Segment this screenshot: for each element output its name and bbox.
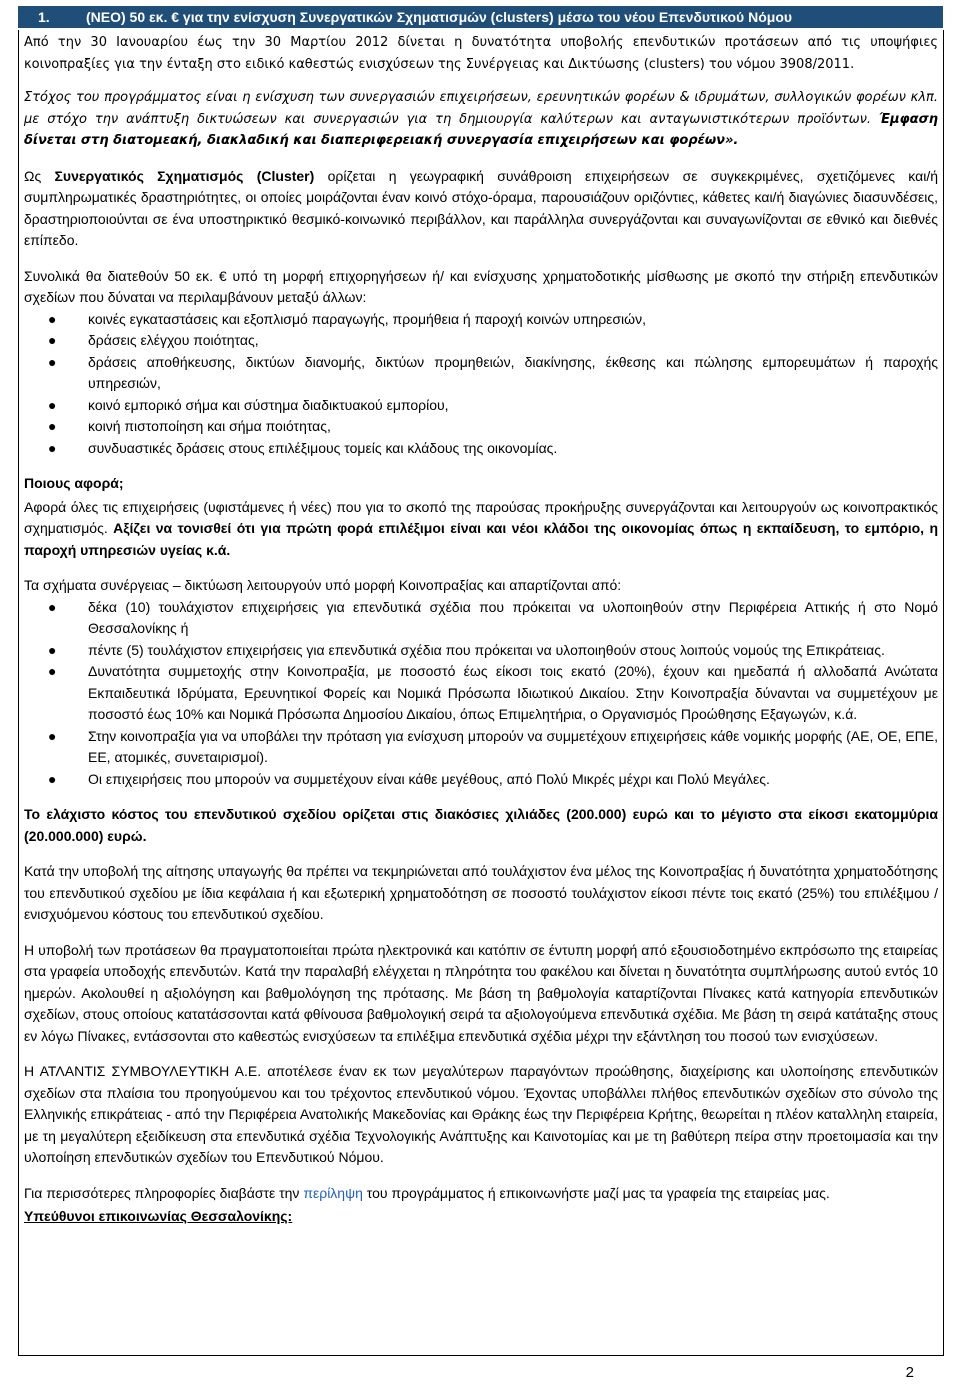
submission-paragraph: Η υποβολή των προτάσεων θα πραγματοποιείται πρώτα ηλεκτρονικά και κατόπιν σε έντυπη μορφή από εξουσιοδοτημένο εκπρόσωπο της εταιρείας στα γραφεία υποδοχής επενδυτών. Κατά την παραλαβή ελέγχεται η πληρότητα του φακέλου και δίνεται η δυνατότητα συμπλήρωσης αυτού εντός 10 ημερών. Ακολουθεί η αξιολόγηση και βαθμολόγηση της πρότασης. Με βάση τη βαθμολογία καταρτίζονται Πίνακες κατά κατηγορία επενδυτικών σχεδίων, στους οποίους κατατάσσονται κατά φθίνουσα βαθμολογική σειρά τα αξιολογούμενα επενδυτικά σχέδια. Με βάση τη σειρά κατάταξης στους εν λόγω Πίνακες, εντάσσονται στο καθεστώς ενισχύσεων τα επιλέξιμα επενδυτικά σχέδια μέχρι την εξάντληση του ποσού των ενισχύσεων. — [24, 941, 938, 1044]
list-item: ● κοινό εμπορικό σήμα και σύστημα διαδικτυακού εμπορίου, — [24, 395, 938, 417]
who-paragraph — [24, 497, 938, 562]
summary-link[interactable]: περίληψη — [303, 1184, 363, 1201]
funding-paragraph: Συνολικά θα διατεθούν 50 εκ. € υπό τη μορφή επιχορηγήσεων ή/ και ενίσχυσης χρηματοδοτικής μίσθωσης με σκοπό την στήριξη επενδυτικών σχεδίων που δύναται να περιλαμβάνουν μεταξύ άλλων: — [24, 267, 938, 305]
list-item: ● κοινές εγκαταστάσεις και εξοπλισμό παραγωγής, προμήθεια ή παροχή κοινών υπηρεσιών, — [24, 309, 938, 331]
section-number: 1. — [38, 9, 50, 25]
section-title: (ΝΕΟ) 50 εκ. € για την ενίσχυση Συνεργατικών Σχηματισμών (clusters) μέσω του νέου Επενδυτικού Νόμου — [86, 9, 793, 25]
list-item: ● Στην κοινοπραξία για να υποβάλει την πρόταση για ενίσχυση μπορούν να συμμετέχουν επιχειρήσεις κάθε νομικής μορφής (ΑΕ, ΟΕ, ΕΠΕ, ΕΕ, ατομικές, συνεταιρισμοί). — [48, 727, 938, 765]
goal-part3: Έμφαση δίνεται στη διατομεακή, διακλαδική και διαπεριφερειακή συνεργασία επιχειρήσεων και φορέων». — [24, 111, 938, 148]
intro-paragraph: Από την 30 Ιανουαρίου έως την 30 Μαρτίου 2012 δίνεται η δυνατότητα υποβολής επενδυτικών προτάσεων από τις υποψήφιες κοινοπραξίες για την ένταξη στο ειδικό καθεστώς ενισχύσεων της Συνέργειας και Δικτύωσης (clusters) του νόμου 3908/2011. — [24, 35, 938, 72]
list-item: ● συνδυαστικές δράσεις στους επιλέξιμους τομείς και κλάδους της οικονομίας. — [24, 438, 938, 460]
cluster-definition — [24, 166, 938, 252]
more-info-paragraph — [24, 1183, 938, 1205]
who-emphasis: Αξίζει να τονισθεί ότι για πρώτη φορά επιλέξιμοι είναι και νέοι κλάδοι της οικονομίας όπως η εκπαίδευση, το εμπόριο, η παροχή υπηρεσιών υγείας κ.ά. — [24, 520, 938, 558]
list-item: ● δράσεις ελέγχου ποιότητας, — [24, 330, 938, 352]
who-heading: Ποιους αφορά; — [24, 475, 124, 491]
bullet-icon: ● — [48, 310, 57, 327]
bullet-icon: ● — [48, 418, 57, 434]
cluster-term: Συνεργατικός Σχηματισμός (Cluster) — [54, 167, 315, 184]
list-item: ● δέκα (10) τουλάχιστον επιχειρήσεις για επενδυτικά σχέδια που πρόκειται να υλοποιηθούν στην Περιφέρεια Αττικής ή στο Νομό Θεσσαλονίκης ή — [48, 598, 938, 636]
cluster-rest: ορίζεται η γεωγραφική συνάθροιση επιχειρήσεων σε συγκεκριμένες, σχετιζόμενες και/ή συμπληρωματικές δραστηριότητες, οι οποίες μοιράζονται έναν κοινό στόχο-όραμα, παρουσιάζουν οριζόντιες, κάθετες και/ή διαγώνιες διασυνδέσεις, δραστηριοποιούνται σε ένα υποστηρικτικό θεσμικό-κοινωνικό περιβάλλον, και παράλληλα συνεργάζονται και συναγωνίζονται σε εθνικό και διεθνές επίπεδο. — [24, 167, 939, 248]
networks-list — [24, 597, 938, 791]
contacts-heading: Υπεύθυνοι επικοινωνίας Θεσσαλονίκης: — [24, 1208, 293, 1224]
bullet-icon: ● — [48, 663, 57, 679]
bullet-icon: ● — [48, 353, 57, 370]
more-info-after: του προγράμματος ή επικοινωνήστε μαζί μας τα γραφεία της εταιρείας μας. — [366, 1184, 830, 1201]
goal-part1: Στόχος του προγράμματος είναι η ενίσχυση των συνεργασιών επιχειρήσεων, ερευνητικών φορέων & ιδρυμάτων, συλλογικών φορέων κλπ. — [24, 90, 938, 105]
bullet-icon: ● — [48, 439, 57, 456]
bullet-icon: ● — [48, 332, 57, 348]
goal-part2: με στόχο την ανάπτυξη δικτυώσεων και συνεργασιών για τη δημιουργία καλύτερων και ανταγωνιστικότερων προϊόντων. — [24, 111, 872, 127]
cluster-lead: Ως — [24, 167, 42, 184]
company-paragraph: Η ΑΤΛΑΝΤΙΣ ΣΥΜΒΟΥΛΕΥΤΙΚΗ Α.Ε. αποτέλεσε έναν εκ των μεγαλύτερων παραγόντων προώθησης, διαχείρισης και υλοποίησης επενδυτικών σχεδίων στα πλαίσια του προηγούμενου και του τρέχοντος επενδυτικού νόμου. Έχοντας υποβάλλει πλήθος επενδυτικών σχεδίων στο σύνολο της Ελληνικής επικράτειας - από την Περιφέρεια Ανατολικής Μακεδονίας και Θράκης έως την Περιφέρεια Κρήτης, θεωρείται η πλέον καταλληλη εταιρεία, με τη μεγαλύτερη εξειδίκευση στα επενδυτικά σχέδια Τεχνολογικής Ανάπτυξης και Καινοτομίας και με τη βαθύτερη πείρα στην προετοιμασία και την υλοποίηση επενδυτικών σχεδίων του Επενδυτικού Νόμου. — [24, 1063, 938, 1165]
list-item: ● Οι επιχειρήσεις που μπορούν να συμμετέχουν είναι κάθε μεγέθους, από Πολύ Μικρές μέχρι και Πολύ Μεγάλες. — [24, 769, 938, 791]
funding-list — [24, 309, 938, 460]
list-item: ● Δυνατότητα συμμετοχής στην Κοινοπραξία, με ποσοστό έως είκοσι τοις εκατό (20%), έχουν και ημεδαπά ή αλλοδαπά Ανώτατα Εκπαιδευτικά Ιδρύματα, Ερευνητικοί Φορείς και Νομικά Πρόσωπα Ιδιωτικού Δικαίου. Στην Κοινοπραξία δύνανται να συμμετέχουν με ποσοστό έως 10% και Νομικά Πρόσωπα Δημοσίου Δικαίου, όπως Επιμελητήρια, ο Οργανισμός Προώθησης Εξαγωγών, κ.ά. — [48, 663, 938, 722]
bullet-icon: ● — [48, 770, 57, 787]
section-content — [24, 32, 938, 1228]
more-info-before: Για περισσότερες πληροφορίες διαβάστε την — [24, 1184, 300, 1201]
networks-paragraph: Τα σχήματα συνέργειας – δικτύωση λειτουργούν υπό μορφή Κοινοπραξίας και απαρτίζονται από: — [24, 577, 622, 593]
list-item: ● πέντε (5) τουλάχιστον επιχειρήσεις για επενδυτικά σχέδια που πρόκειται να υλοποιηθούν στους λοιπούς νομούς της Επικράτειας. — [24, 640, 938, 662]
page-number: 2 — [905, 1364, 914, 1381]
goal-paragraph — [24, 87, 938, 152]
who-text: Αφορά όλες τις επιχειρήσεις (υφιστάμενες ή νέες) που για το σκοπό της παρούσας προκήρυξης συνεργάζονται και λειτουργούν ως κοινοπρακτικός σχηματισμός. — [24, 498, 938, 536]
bullet-icon: ● — [48, 598, 57, 615]
list-item: ● δράσεις αποθήκευσης, δικτύων διανομής, δικτύων προμηθειών, διακίνησης, έκθεσης και πώλησης εμπορευμάτων ή παροχής υπηρεσιών, — [48, 353, 938, 391]
bullet-icon: ● — [48, 396, 57, 413]
bullet-icon: ● — [48, 727, 57, 744]
section-header-bar — [18, 6, 943, 28]
participation-paragraph: Κατά την υποβολή της αίτησης υπαγωγής θα πρέπει να τεκμηριώνεται από τουλάχιστον ένα μέλος της Κοινοπραξίας ή δυνατότητα χρηματοδότησης του επενδυτικού σχεδίου με ίδια κεφάλαια ή και εξωτερική χρηματοδότηση σε ποσοστό τουλάχιστον είκοσι πέντε τοις εκατό (25%) του επιλέξιμου / ενισχυόμενου κόστους του επενδυτικού σχεδίου. — [24, 863, 938, 922]
list-item: ● κοινή πιστοποίηση και σήμα ποιότητας, — [24, 416, 938, 438]
cost-paragraph: Το ελάχιστο κόστος του επενδυτικού σχεδίου ορίζεται στις διακόσιες χιλιάδες (200.000) ευρώ και το μέγιστο στα είκοσι εκατομμύρια (20.000.000) ευρώ. — [24, 806, 938, 844]
bullet-icon: ● — [48, 641, 57, 658]
